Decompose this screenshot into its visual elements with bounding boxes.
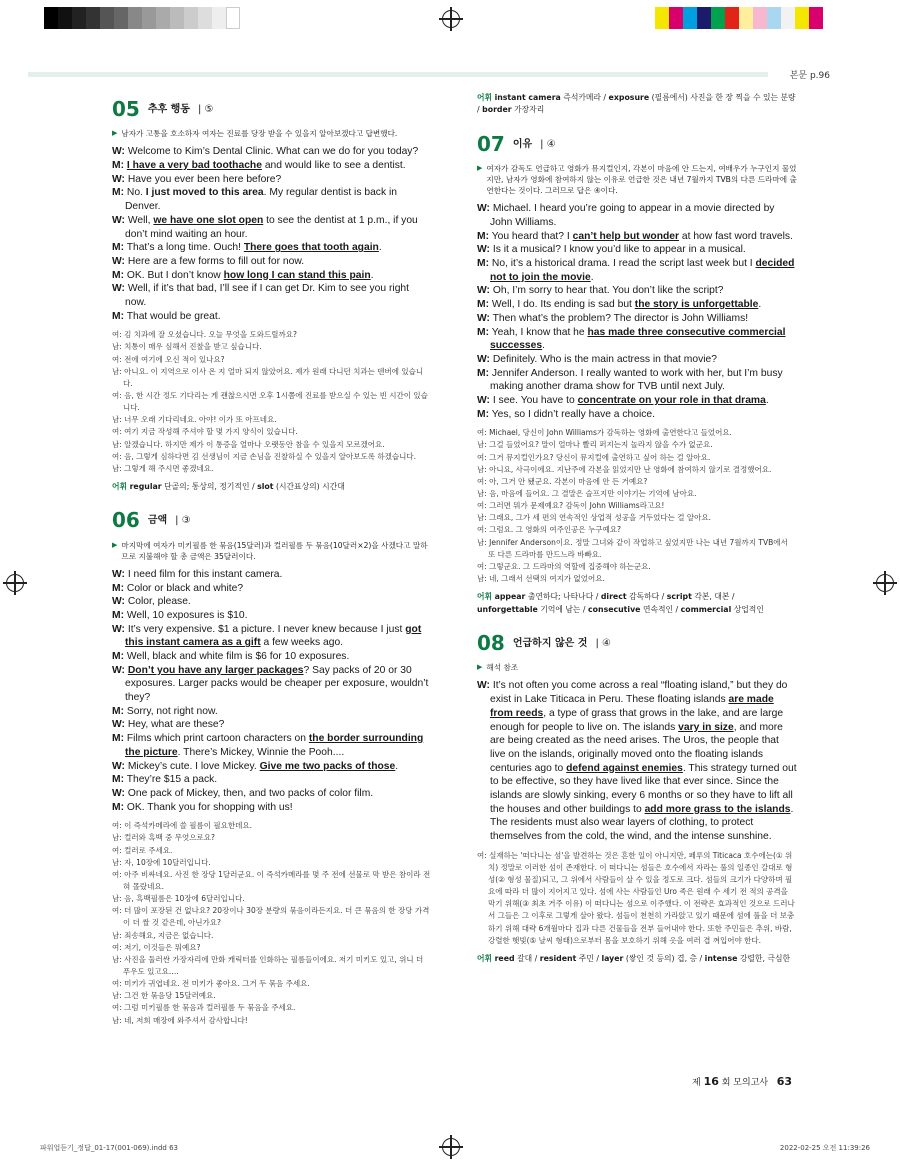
page-footer: 제 16 회 모의고사 63 (691, 1075, 792, 1088)
question-title: 이유 (512, 138, 533, 150)
question-number: 08 (477, 631, 505, 656)
q05-translation: 여: 김 치과에 잘 오셨습니다. 오늘 무엇을 도와드릴까요? 남: 치통이 매우 심해서 진찰을 받고 싶습니다. 여: 전에 여기에 오신 적이 있나요? 남: 아니요. 이 지역으로 이사 온 지 얼마 되지 않았어요. 제가 원래 다니던 치과는 덴버에 있습니다. 여: 음, 한 시간 정도 기다리는 게 괜찮으시면 오후 1시쯤에 진료를 받으실 수 있는 빈 시간이 있습니다. 남: 너무 오래 기다리네요. 아야! 이가 또 아프네요. 여: 여기 지금 작성해 주셔야 할 몇 가지 양식이 있습니다. 남: 알겠습니다. 하지만 제가 이 통증을 얼마나 오랫동안 참을 수 있을지 모르겠어요. 여: 음, 그렇게 심하다면 김 선생님이 지금 손님을 진찰하실 수 있을지 알아보도록 하겠습니다. 남: 그렇게 해 주시면 좋겠네요. (112, 330, 428, 473)
grayscale-bar (44, 7, 240, 29)
q05-vocabulary: 어휘 regular 단골의; 통상의, 정기적인 / slot (시간표상의) 시간대 (112, 482, 345, 492)
triangle-bullet-icon: ▶ (477, 663, 483, 672)
q08-explanation: ▶ 해석 참조 (477, 663, 519, 673)
q06-translation: 여: 이 즉석카메라에 쓸 필름이 필요한데요. 남: 컬러와 흑백 중 무엇으로요? 여: 컬러로 주세요. 남: 자, 10장에 10달러입니다. 여: 아주 비싸네요. 사진 한 장당 1달러군요. 이 즉석카메라를 몇 주 전에 선물로 막 받은 참이라 전혀 몰랐네요. 남: 음, 흑백필름은 10장에 6달러입니다. 여: 더 많이 포장된 건 없나요? 20장이나 30장 분량의 묶음이라든지요. 더 큰 묶음의 한 장당 가격이 더 쌀 것 같은데, 아닌가요? 남: 죄송해요, 지금은 없습니다. 여: 저기, 이것들은 뭐예요? 남: 사진을 둘러싼 가장자리에 만화 캐릭터를 인화하는 필름들이에요. 저기 미키도 있고, 위니 더 푸우도 있고요…. 여: 미키가 귀엽네요. 전 미키가 좋아요. 그거 두 묶음 주세요. 남: 그건 한 묶음당 15달러예요. 여: 그럼 미키필름 한 묶음과 컬러필름 두 묶음을 주세요. 남: 네, 저희 매장에 와주셔서 감사합니다! (112, 821, 431, 1025)
q07-dialogue: W: Michael. I heard you’re going to appear in a movie directed by John Williams. M: You heard that? I can’t help but wonder at how fast word travels. W: Is it a musical? I know you’d like to appear in a musical. M: No, it’s a historical drama. I read the script last week but I decided not to join the movie. W: Oh, I’m sorry to hear that. You don’t like the script? M: Well, I do. Its ending is sad but the story is unforgettable. W: Then what’s the problem? The director is John Williams! M: Yeah, I know that he has made three consecutive commercial successes. W: Definitely. Who is the main actress in that movie? M: Jennifer Anderson. I really wanted to work with her, but I’m busy making another drama show for TVB until next July. W: I see. You have to concentrate on your role in that drama. M: Yes, so I didn’t really have a choice. (477, 203, 795, 420)
registration-mark-right (876, 574, 894, 592)
file-name: 파워업듣기_정답_01-17(001-069).indd 63 (40, 1144, 179, 1152)
print-date: 2022-02-25 오전 11:39:26 (779, 1144, 870, 1152)
triangle-bullet-icon: ▶ (112, 540, 118, 549)
question-title: 금액 (147, 515, 168, 527)
q07-explanation: ▶ 여자가 감독도 언급하고 영화가 뮤지컬인지, 각본이 마음에 안 드는지, 여배우가 누구인지 물었지만, 남자가 영화에 참여하지 않는 이유로 언급한 것은 내년 7월까지 TVB의 다른 드라마에 출연한다는 것이다. 그러므로 답은 ④이다. (477, 164, 797, 196)
question-number: 07 (477, 131, 505, 156)
page-number: 63 (776, 1075, 792, 1088)
q08-header (477, 630, 797, 656)
left-column (112, 92, 432, 1033)
triangle-bullet-icon: ▶ (477, 164, 483, 173)
header-bar (28, 72, 768, 77)
triangle-bullet-icon: ▶ (112, 129, 118, 138)
registration-mark-left (6, 574, 24, 592)
q08-translation: 여: 실재하는 '떠다니는 섬'을 발견하는 것은 흔한 일이 아니지만, 페루의 Titicaca 호수에는(① 위치) 정말로 이러한 섬이 존재한다. 이 떠다니는 섬들은 호수에서 자라는 풀의 일종인 갈대로 형성(② 형성 물질)되고, 그 위에서 사람들이 살 수 있을 정도로 크다. 섬들의 크기가 다양하며 필요에 따라 더 많이 지어지고 있다. 섬에 사는 사람들인 Uro 족은 원래 수 세기 전 적의 공격을 막기 위해(③ 최초 거주 이유) 이 떠다니는 섬으로 이주했다. 이 전략은 효과적인 것으로 드러나서 그들은 그 이후로 그렇게 살아 왔다. 섬들이 천천히 가라앉고 있기 때문에 섬에 풀을 더 보충하기 위해 대략 6개월마다 집과 다른 건물들을 전부 들어내야 한다. 또한 주민들은 추위, 바람, 강렬한 햇빛(⑤ 날씨 형태)으로부터 몸을 보호하기 위해 옷을 여러 겹 껴입어야 한다. (477, 850, 795, 945)
question-answer: | ⑤ (197, 103, 214, 115)
q05-header (112, 96, 432, 122)
q06-header (112, 507, 432, 533)
q06-vocabulary: 어휘 instant camera 즉석카메라 / exposure (필름에서) 사진을 한 장 찍을 수 있는 분량 / border 가장자리 (477, 93, 796, 115)
q08-passage: W: It’s not often you come across a real “floating island,” but they do exist in Lake Titicaca in Peru. These floating islands are made from reeds, a type of grass that grows in the lake, and are large enough for people to live on. The islands vary in size, and more are being created as the need arises. The Uros, the people that live on the islands, originally moved onto the floating islands centuries ago to defend against enemies. This strategy turned out to be effective, so they have lived like that ever since. Since the islands are slowly sinking, every 6 months or so they have to lift all the houses and other buildings to add more grass to the islands. The residents must also wear layers of clothing, to protect themselves from the cold, the wind, and the intense sunshine. (477, 680, 797, 843)
q08-vocabulary: 어휘 reed 갈대 / resident 주민 / layer (쌓인 것 등의) 겹, 층 / intense 강렬한, 극심한 (477, 953, 791, 963)
q06-dialogue: W: I need film for this instant camera. M: Color or black and white? W: Color, please. M: Well, 10 exposures is $10. W: It’s very expensive. $1 a picture. I never knew because I just got this instant camera as a gift a few weeks ago. M: Well, black and white film is $6 for 10 exposures. W: Don’t you have any larger packages? Say packs of 20 or 30 exposures. Larger packs would be cheaper per exposure, wouldn’t they? M: Sorry, not right now. W: Hey, what are these? M: Films which print cartoon characters on the border surrounding the picture. There’s Mickey, Winnie the Pooh.... W: Mickey’s cute. I love Mickey. Give me two packs of those. M: They’re $15 a pack. W: One pack of Mickey, then, and two packs of color film. M: OK. Thank you for shopping with us! (112, 568, 429, 813)
q07-translation: 여: Michael, 당신이 John Williams가 감독하는 영화에 출연한다고 들었어요. 남: 그걸 들었어요? 말이 얼마나 빨리 퍼지는지 놀라지 않을 수가 없군요. 여: 그거 뮤지컬인가요? 당신이 뮤지컬에 출연하고 싶어 하는 걸 알아요. 남: 아니요, 사극이에요. 지난주에 각본을 읽었지만 난 영화에 참여하지 않기로 결정했어요. 여: 아, 그거 안 됐군요. 각본이 마음에 안 든 거예요? 남: 음, 마음에 들어요. 그 결말은 슬프지만 이야기는 기억에 남아요. 여: 그러면 뭐가 문제예요? 감독이 John Williams라고요! 남: 그래요, 그가 세 편의 연속적인 상업적 성공을 거두었다는 걸 알아요. 여: 그럼요. 그 영화의 여주인공은 누구예요? 남: Jennifer Anderson이요. 정말 그녀와 같이 작업하고 싶었지만 나는 내년 7월까지 TVB에서 또 다른 드라마를 만드느라 바빠요. 여: 그렇군요. 그 드라마의 역할에 집중해야 하는군요. 남: 네, 그래서 선택의 여지가 없었어요. (477, 428, 788, 584)
q05-dialogue: W: Welcome to Kim’s Dental Clinic. What can we do for you today? M: I have a very bad toothache and would like to see a dentist. W: Have you ever been here before? M: No. I just moved to this area. My regular dentist is back in Denver. W: Well, we have one slot open to see the dentist at 1 p.m., if you don’t mind waiting an hour. M: That’s a long time. Ouch! There goes that tooth again. W: Here are a few forms to fill out for now. M: OK. But I don’t know how long I can stand this pain. W: Well, if it’s that bad, I’ll see if I can get Dr. Kim to see you right now. M: That would be great. (112, 146, 419, 322)
question-title: 언급하지 않은 것 (512, 637, 588, 649)
question-answer: | ④ (540, 138, 556, 150)
q07-header (477, 131, 797, 157)
color-bar (655, 7, 823, 29)
right-column (477, 92, 797, 979)
page-reference: 본문 p.96 (789, 71, 830, 81)
question-number: 05 (112, 97, 140, 121)
question-answer: | ③ (175, 515, 191, 527)
question-number: 06 (112, 508, 140, 533)
q05-explanation: ▶ 남자가 고통을 호소하자 여자는 진료를 당장 받을 수 있을지 알아보겠다고 답변했다. (112, 129, 398, 139)
registration-mark-top (442, 10, 460, 28)
q06-explanation: ▶ 마지막에 여자가 미키필름 한 묶음(15달러)과 컬러필름 두 묶음(10달러×2)을 사겠다고 말하므로 지불해야 할 총 금액은 35달러이다. (112, 540, 428, 561)
question-answer: | ④ (595, 637, 611, 649)
q07-vocabulary: 어휘 appear 출연하다; 나타나다 / direct 감독하다 / script 각본, 대본 / unforgettable 기억에 남는 / consecutive 연속적인 / commercial 상업적인 (477, 592, 764, 614)
question-title: 추후 행동 (147, 103, 190, 115)
registration-mark-bottom (442, 1138, 460, 1156)
